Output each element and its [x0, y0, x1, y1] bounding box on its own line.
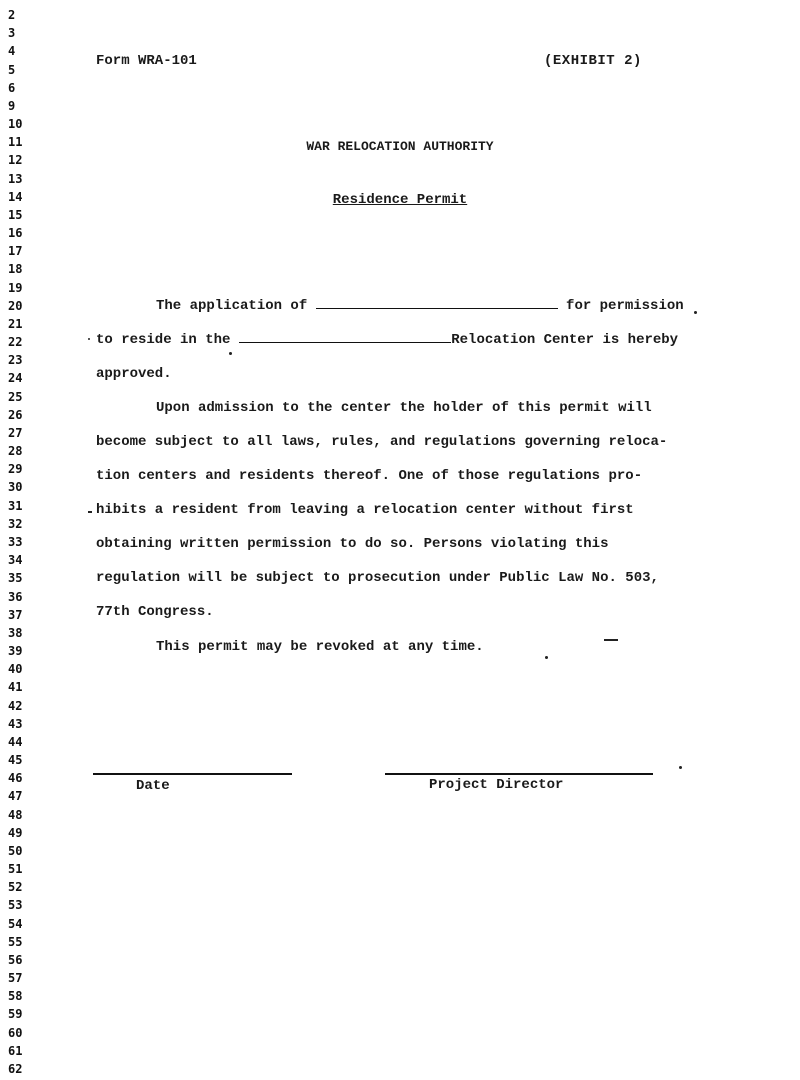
scan-speck: [694, 311, 697, 314]
scan-speck: [229, 352, 232, 355]
line-number: 58: [8, 989, 23, 1004]
revocation-line: This permit may be revoked at any time.: [156, 639, 484, 655]
line-number: 49: [8, 825, 23, 840]
line-number: 34: [8, 553, 23, 568]
line-number: 45: [8, 753, 23, 768]
line-number: 6: [8, 80, 16, 95]
line-number: 20: [8, 298, 23, 313]
line-number: 48: [8, 807, 23, 822]
line-number: 30: [8, 480, 23, 495]
scan-speck: [88, 338, 90, 340]
application-text-before: The application of: [156, 298, 308, 314]
line-number: 43: [8, 716, 23, 731]
line-number: 55: [8, 934, 23, 949]
line-number: 37: [8, 607, 23, 622]
line-number: 36: [8, 589, 23, 604]
scan-speck: [679, 766, 682, 769]
date-signature-line[interactable]: [93, 773, 292, 775]
applicant-name-blank[interactable]: [316, 296, 558, 309]
line-number: 9: [8, 98, 16, 113]
line-number: 22: [8, 335, 23, 350]
reside-text-before: to reside in the: [96, 332, 231, 348]
paragraph-line: hibits a resident from leaving a relocation center without first: [96, 502, 634, 518]
line-number: 13: [8, 171, 23, 186]
line-number: 17: [8, 244, 23, 259]
agency-title: WAR RELOCATION AUTHORITY: [306, 139, 494, 154]
line-number: 31: [8, 498, 23, 513]
line-number: 42: [8, 698, 23, 713]
line-number: 54: [8, 916, 23, 931]
line-number: 27: [8, 425, 23, 440]
line-number: 23: [8, 353, 23, 368]
line-number: 18: [8, 262, 23, 277]
paragraph-line: tion centers and residents thereof. One of those regulations pro-: [96, 468, 643, 484]
reside-text-after: Relocation Center is hereby: [451, 332, 679, 348]
scan-speck: [545, 656, 548, 659]
line-number: 14: [8, 189, 23, 204]
line-number: 32: [8, 516, 23, 531]
line-number: 28: [8, 444, 23, 459]
line-number: 2: [8, 8, 16, 22]
reside-line: [96, 330, 678, 348]
line-number: 5: [8, 62, 16, 77]
line-number: 59: [8, 1007, 23, 1022]
permit-title: Residence Permit: [332, 192, 468, 208]
line-number: 33: [8, 535, 23, 549]
paragraph-line: obtaining written permission to do so. Persons violating this: [96, 536, 609, 552]
line-number: 61: [8, 1043, 23, 1058]
line-number: 52: [8, 880, 23, 895]
date-label: Date: [136, 778, 170, 794]
line-number: 29: [8, 462, 23, 477]
line-number: 15: [8, 207, 23, 222]
paragraph-line: become subject to all laws, rules, and regulations governing reloca-: [96, 434, 668, 450]
application-text-after: for permission: [566, 298, 684, 314]
line-number: 41: [8, 680, 23, 695]
scan-mark: [88, 511, 92, 513]
line-number: 51: [8, 862, 23, 877]
paragraph-line: regulation will be subject to prosecution under Public Law No. 503,: [96, 570, 659, 586]
line-number: 25: [8, 389, 23, 404]
line-number: 21: [8, 316, 23, 331]
line-number: 19: [8, 280, 23, 295]
form-number: Form WRA-101: [96, 53, 197, 69]
line-number: 35: [8, 571, 23, 586]
line-number: 50: [8, 843, 23, 858]
line-number: 12: [8, 153, 23, 168]
line-number: 60: [8, 1025, 23, 1040]
line-number: 40: [8, 662, 23, 677]
line-number: 39: [8, 644, 23, 659]
scan-mark: [604, 639, 618, 641]
line-number: 11: [8, 135, 23, 150]
line-number: 3: [8, 26, 16, 41]
exhibit-label: (EXHIBIT 2): [544, 53, 642, 69]
approved-line: approved.: [96, 366, 172, 382]
line-number: 26: [8, 407, 23, 422]
line-number: 4: [8, 44, 16, 59]
line-number: 57: [8, 971, 23, 986]
line-number: 10: [8, 117, 23, 132]
line-number: 47: [8, 789, 23, 804]
line-number: 38: [8, 625, 23, 640]
line-number: 62: [8, 1062, 23, 1076]
line-number: 16: [8, 226, 23, 241]
line-number: 56: [8, 952, 23, 967]
line-number: 24: [8, 371, 23, 386]
director-signature-line[interactable]: [385, 773, 653, 775]
application-line: [156, 296, 684, 314]
paragraph-line: 77th Congress.: [96, 604, 214, 620]
line-number: 44: [8, 734, 23, 749]
line-number: 53: [8, 898, 23, 913]
director-label: Project Director: [429, 777, 564, 793]
line-number: 46: [8, 771, 23, 786]
paragraph-line: Upon admission to the center the holder of this permit will: [156, 400, 652, 416]
relocation-center-blank[interactable]: [239, 330, 451, 343]
